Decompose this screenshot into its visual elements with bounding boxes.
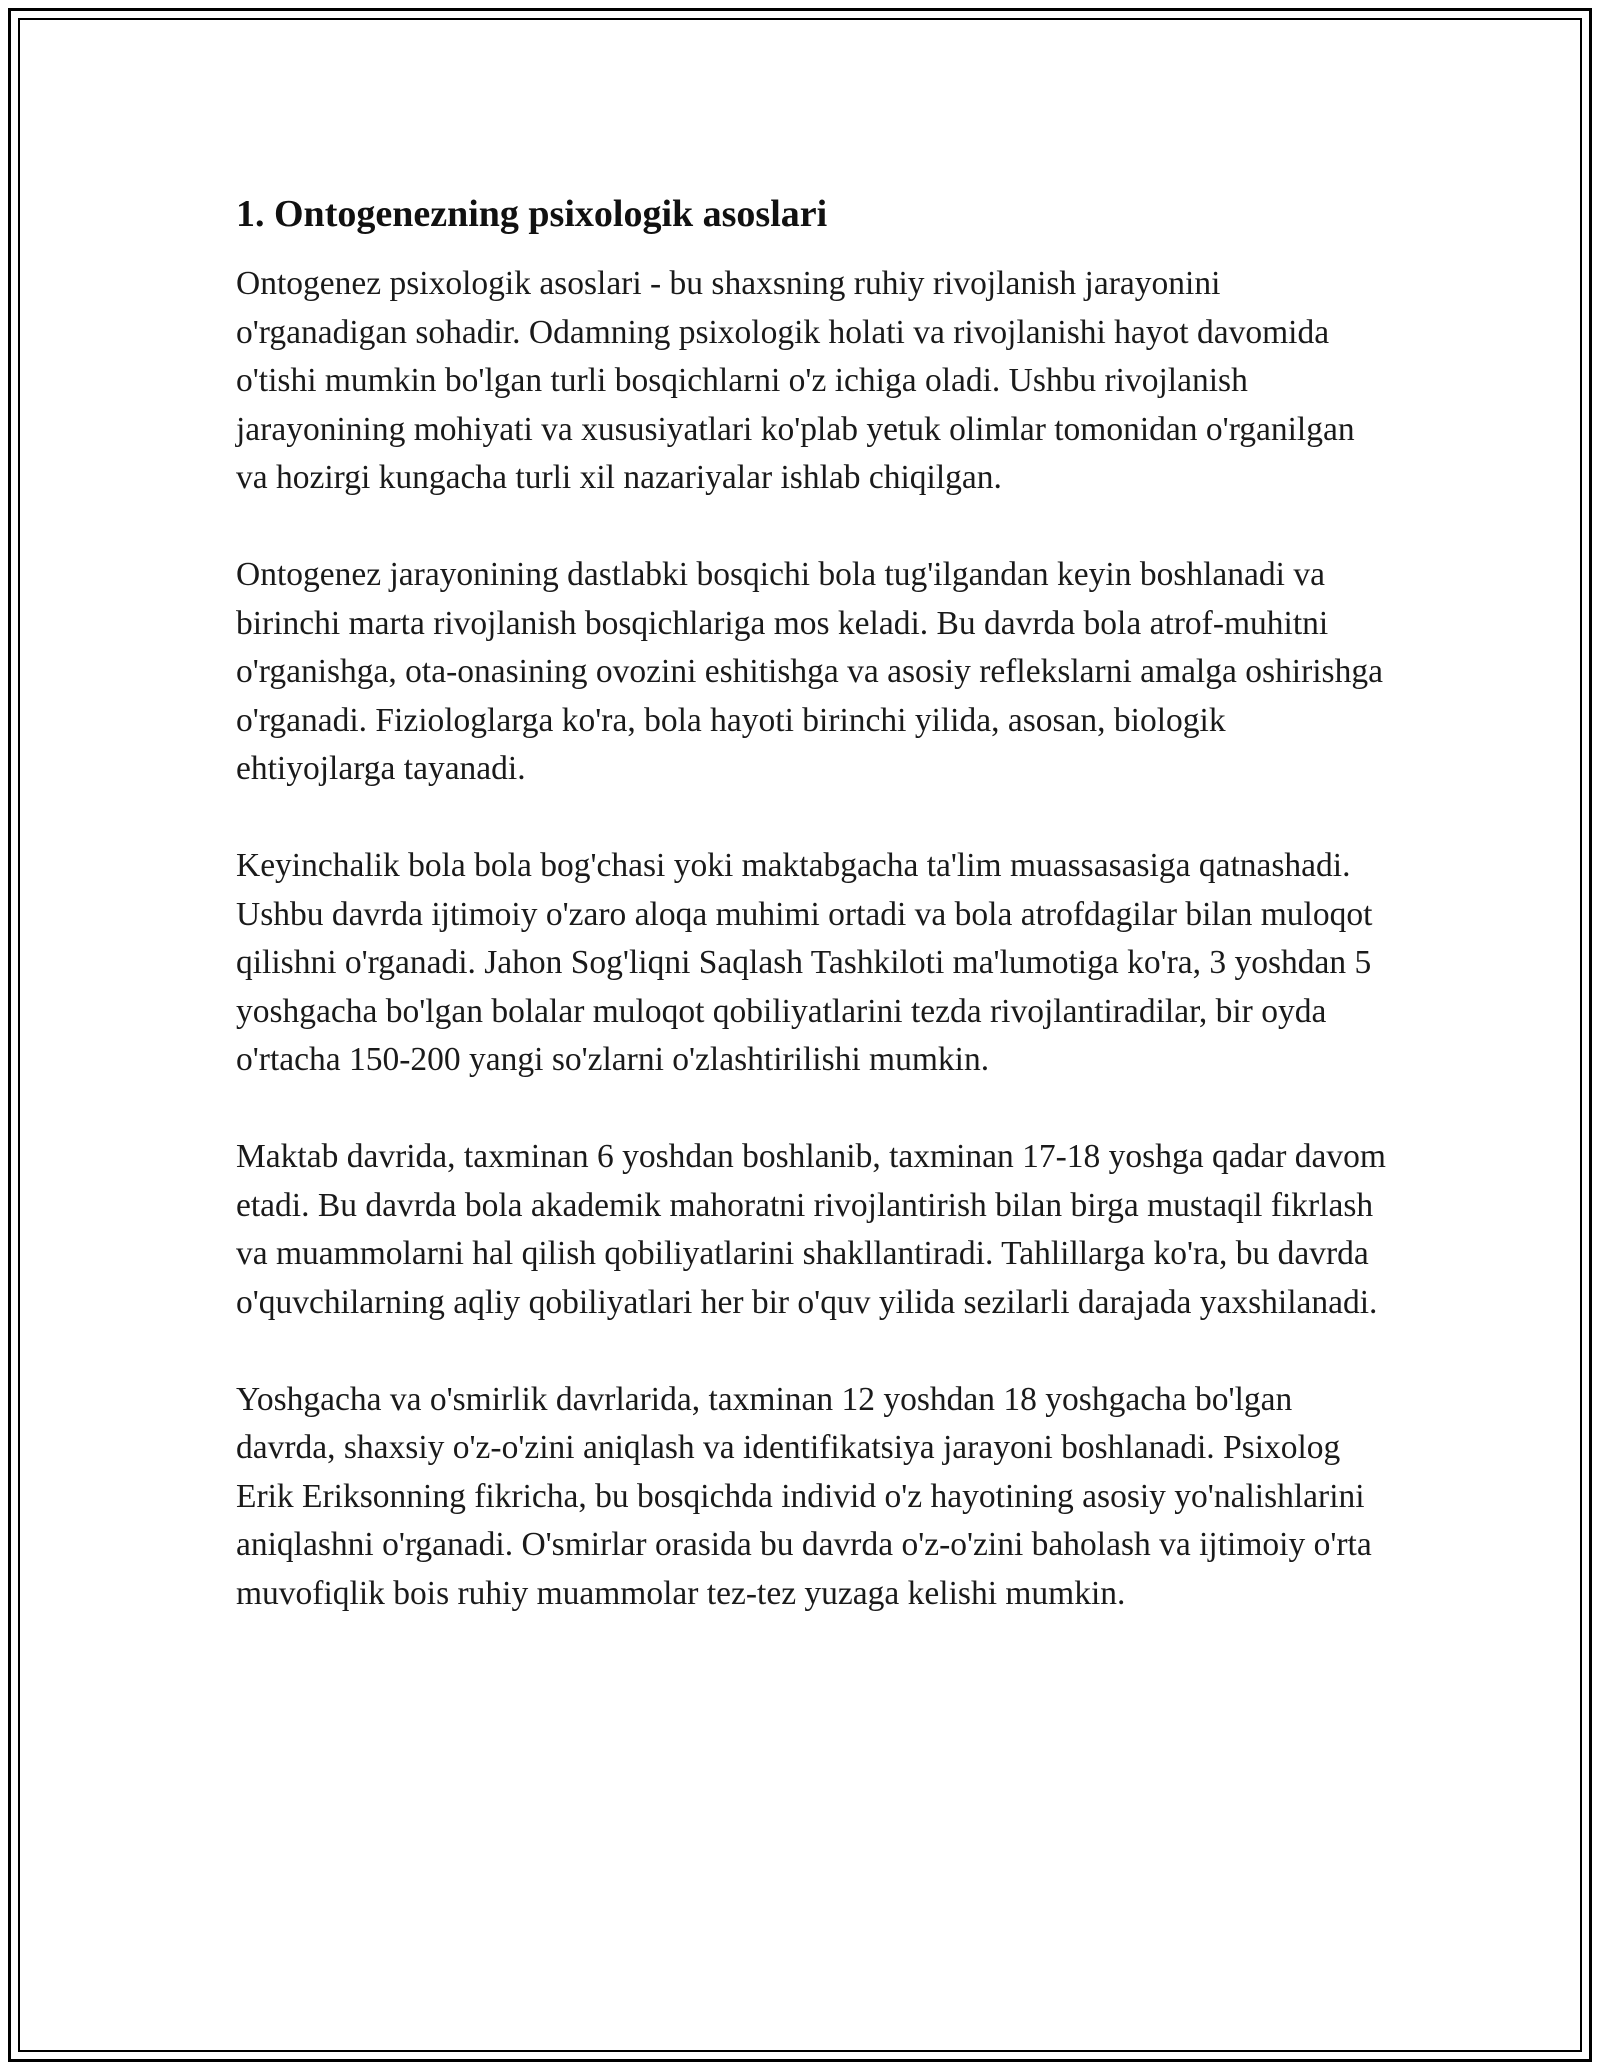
paragraph-2: Ontogenez jarayonining dastlabki bosqichi bola tug'ilgandan keyin boshlanadi va birinchi marta rivojlanish bosqichlariga mos keladi. Bu davrda bola atrof-muhitni o'rganishga, ota-onasining ovozini eshitishga va asosiy reflekslarni amalga oshirishga o'rganadi. Fiziologlarga ko'ra, bola hayoti birinchi yilida, asosan, biologik ehtiyojlarga tayanadi. [236,556,1383,787]
paragraph-3: Keyinchalik bola bola bog'chasi yoki maktabgacha ta'lim muassasasiga qatnashadi. Ushbu davrda ijtimoiy o'zaro aloqa muhimi ortadi va bola atrofdagilar bilan muloqot qilishni o'rganadi. Jahon Sog'liqni Saqlash Tashkiloti ma'lumotiga ko'ra, 3 yoshdan 5 yoshgacha bo'lgan bolalar muloqot qobiliyatlarini tezda rivojlantiradilar, bir oyda o'rtacha 150-200 yangi so'zlarni o'zlashtirilishi mumkin. [236,847,1373,1078]
paragraph-1: Ontogenez psixologik asoslari - bu shaxsning ruhiy rivojlanish jarayonini o'rganadigan sohadir. Odamning psixologik holati va rivojlanishi hayot davomida o'tishi mumkin bo'lgan turli bosqichlarni o'z ichiga oladi. Ushbu rivojlanish jarayonining mohiyati va xususiyatlari ko'plab yetuk olimlar tomonidan o'rganilgan va hozirgi kungacha turli xil nazariyalar ishlab chiqilgan. [236,265,1355,496]
document-body [236,186,1386,1667]
paragraph-4: Maktab davrida, taxminan 6 yoshdan boshlanib, taxminan 17-18 yoshga qadar davom etadi. Bu davrda bola akademik mahoratni rivojlantirish bilan birga mustaqil fikrlash va muammolarni hal qilish qobiliyatlarini shakllantiradi. Tahlillarga ko'ra, bu davrda o'quvchilarning aqliy qobiliyatlari her bir o'quv yilida sezilarli darajada yaxshilanadi. [236,1138,1386,1321]
section-title: 1. Ontogenezning psixologik asoslari [236,193,828,235]
paragraph-5: Yoshgacha va o'smirlik davrlarida, taxminan 12 yoshdan 18 yoshgacha bo'lgan davrda, shaxsiy o'z-o'zini aniqlash va identifikatsiya jarayoni boshlanadi. Psixolog Erik Eriksonning fikricha, bu bosqichda individ o'z hayotining asosiy yo'nalishlarini aniqlashni o'rganadi. O'smirlar orasida bu davrda o'z-o'zini baholash va ijtimoiy o'rta muvofiqlik bois ruhiy muammolar tez-tez yuzaga kelishi mumkin. [236,1380,1372,1612]
